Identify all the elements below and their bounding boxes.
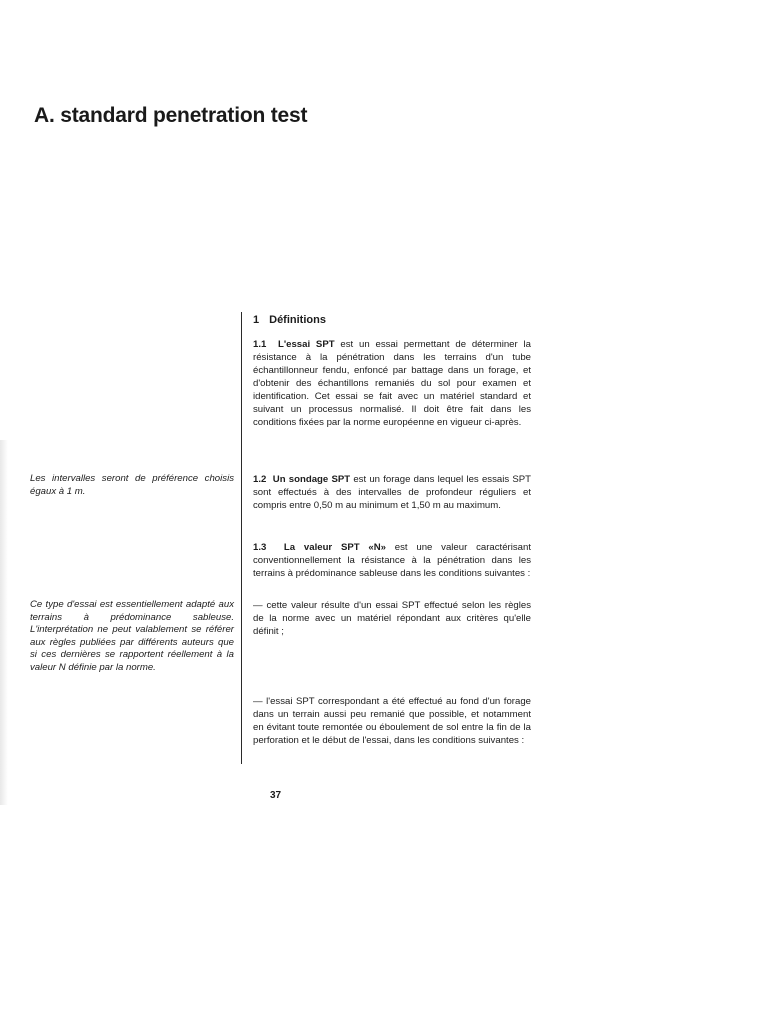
- paragraph-number: 1.1: [253, 339, 267, 350]
- page-title: A. standard penetration test: [34, 104, 308, 127]
- section-heading: [253, 314, 326, 326]
- paragraph-text: est un essai permettant de déterminer la résistance à la pénétration dans les terrains d'un tube échantillonneur fendu, enfoncé par battage dans un forage, et d'obtenir des échantillons remaniés du sol pour examen et identification. Cet essai se fait avec un matériel standard et suivant un processus normalisé. Il doit être fait dans les conditions fixées par la norme européenne en vigueur ci-après.: [253, 339, 531, 428]
- margin-note-interpretation: Ce type d'essai est essentiellement adapté aux terrains à prédominance sableuse. L'interprétation ne peut valablement se référer aux règles publiées par différents auteurs que si ces dernières se rapportent réellement à la valeur N définie par la norme.: [30, 599, 234, 673]
- paragraph-1-3: [253, 541, 531, 580]
- section-number: 1: [253, 314, 260, 326]
- paragraph-1-1: [253, 338, 531, 429]
- page-number: 37: [270, 790, 282, 801]
- column-divider: [241, 312, 242, 764]
- paragraph-text: est un forage dans lequel les essais SPT sont effectués à des intervalles de profondeur réguliers et compris entre 0,50 m au minimum et 1,50 m au maximum.: [253, 474, 532, 511]
- margin-note-intervals: Les intervalles seront de préférence choisis égaux à 1 m.: [30, 473, 234, 497]
- bullet-first: — cette valeur résulte d'un essai SPT effectué selon les règles de la norme avec un matériel répondant aux critères qu'elle définit ;: [253, 600, 531, 637]
- paragraph-number: 1.3: [253, 542, 267, 553]
- paragraph-1-2: [253, 473, 531, 512]
- paragraph-number: 1.2: [253, 474, 267, 485]
- scan-edge-shadow: [0, 440, 8, 805]
- paragraph-term: L'essai SPT: [277, 339, 335, 350]
- bullet-second: — l'essai SPT correspondant a été effectué au fond d'un forage dans un terrain aussi peu remanié que possible, et notamment en évitant toute remontée ou éboulement de sol entre la fin de la perforation et le début de l'essai, dans les conditions suivantes :: [253, 696, 531, 746]
- paragraph-text: est une valeur caractérisant conventionnellement la résistance à la pénétration dans les terrains à prédominance sableuse dans les conditions suivantes :: [253, 542, 532, 579]
- paragraph-term: Un sondage SPT: [272, 474, 351, 485]
- section-title: Définitions: [269, 314, 326, 326]
- paragraph-term: La valeur SPT «N»: [283, 542, 386, 553]
